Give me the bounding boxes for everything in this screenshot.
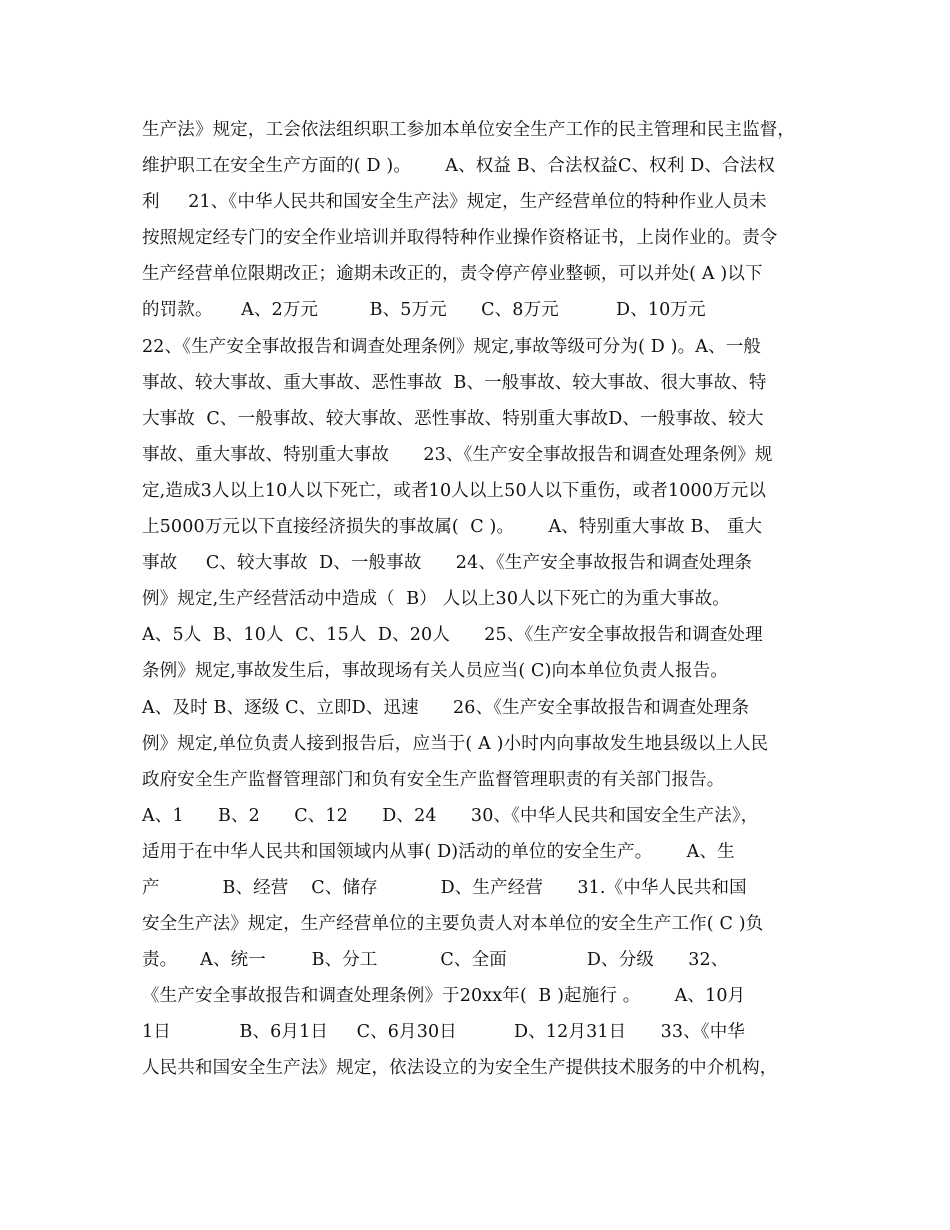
text-line: 政府安全生产监督管理部门和负有安全生产监督管理职责的有关部门报告。 (142, 769, 725, 790)
text-line: 例》规定,生产经营活动中造成（ B） 人以上30人以下死亡的为重大事故。 (142, 589, 730, 610)
text-line: 生产经营单位限期改正；逾期未改正的，责令停产停业整顿，可以并处( A )以下 (142, 264, 763, 285)
text-line: 安全生产法》规定，生产经营单位的主要负责人对本单位的安全生产工作( C )负 (142, 914, 764, 935)
text-line: 按照规定经专门的安全作业培训并取得特种作业操作资格证书，上岗作业的。责令 (142, 228, 778, 249)
document-body (142, 112, 812, 1087)
text-line: A、1 B、2 C、12 D、24 30、《中华人民共和国安全生产法》， (142, 805, 759, 826)
text-line: 事故、较大事故、重大事故、恶性事故 B、一般事故、较大事故、很大事故、特 (142, 372, 767, 393)
text-line: 1日 B、6月1日 C、6月30日 D、12月31日 33、《中华 (142, 1022, 746, 1043)
text-line: 事故、重大事故、特别重大事故 23、《生产安全事故报告和调查处理条例》规 (142, 444, 773, 465)
text-line: 产 B、经营 C、储存 D、生产经营 31.《中华人民共和国 (142, 877, 747, 898)
text-line: 定,造成3人以上10人以下死亡，或者10人以上50人以下重伤，或者1000万元以 (142, 480, 767, 501)
text-line: A、5人 B、10人 C、15人 D、20人 25、《生产安全事故报告和调查处理 (142, 625, 763, 646)
text-line: 《生产安全事故报告和调查处理条例》于20xx年( B )起施行 。 A、10月 (142, 986, 746, 1007)
text-line: 适用于在中华人民共和国领域内从事( D)活动的单位的安全生产。 A、生 (142, 841, 735, 862)
text-line: 大事故 C、一般事故、较大事故、恶性事故、特别重大事故D、一般事故、较大 (142, 408, 764, 429)
text-line: 上5000万元以下直接经济损失的事故属( C )。 A、特别重大事故 B、 重大 (142, 517, 763, 538)
text-line: A、及时 B、逐级 C、立即D、迅速 26、《生产安全事故报告和调查处理条 (142, 697, 750, 718)
text-line: 责。 A、统一 B、分工 C、全面 D、分级 32、 (142, 950, 729, 971)
text-line: 生产法》规定，工会依法组织职工参加本单位安全生产工作的民主管理和民主监督， (142, 120, 796, 140)
text-line: 人民共和国安全生产法》规定，依法设立的为安全生产提供技术服务的中介机构， (142, 1058, 778, 1079)
text-line: 的罚款。 A、2万元 B、5万元 C、8万元 D、10万元 (142, 300, 706, 321)
text-line: 例》规定,单位负责人接到报告后，应当于( A )小时内向事故发生地县级以上人民 (142, 733, 769, 754)
text-line: 维护职工在安全生产方面的( D )。 A、权益 B、合法权益C、权利 D、合法权 (142, 156, 775, 177)
text-line: 事故 C、较大事故 D、一般事故 24、《生产安全事故报告和调查处理条 (142, 553, 753, 574)
text-line: 22、《生产安全事故报告和调查处理条例》规定,事故等级可分为( D )。A、一般 (142, 336, 762, 357)
text-line: 利 21、《中华人民共和国安全生产法》规定，生产经营单位的特种作业人员未 (142, 192, 767, 213)
text-line: 条例》规定,事故发生后，事故现场有关人员应当( C)向本单位负责人报告。 (142, 661, 729, 682)
